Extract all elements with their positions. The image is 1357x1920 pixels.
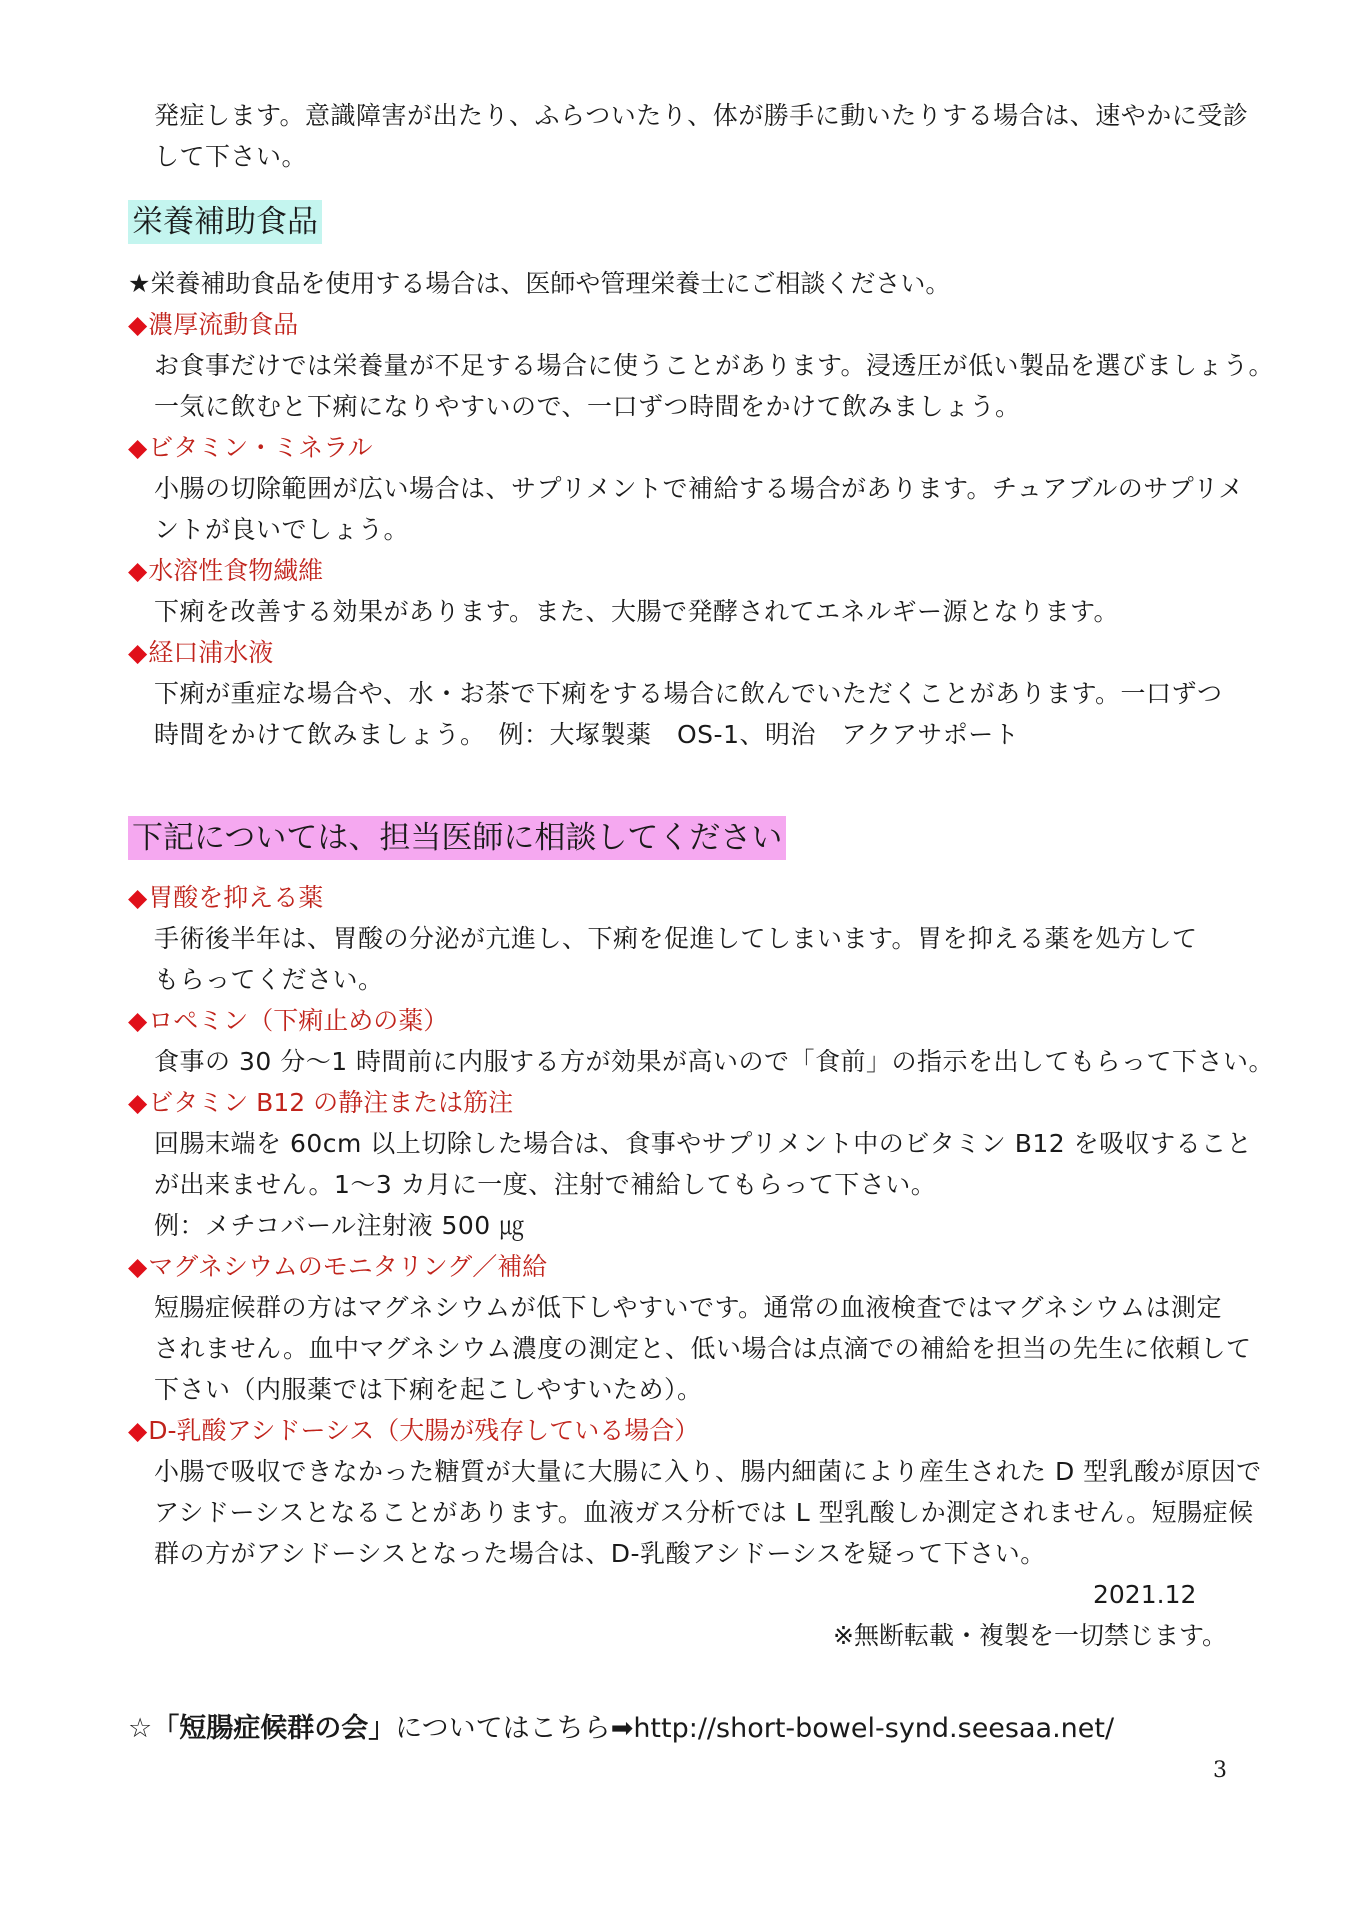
- subheading-label: ビタミン B12 の静注または筋注: [148, 1088, 514, 1117]
- subheading-item: [128, 635, 273, 671]
- body-line: 下さい（内服薬では下痢を起こしやすいため）。: [154, 1375, 703, 1404]
- footer-text: についてはこちら: [395, 1713, 611, 1744]
- diamond-bullet-icon: ◆: [128, 883, 148, 912]
- subheading-label: 経口浦水液: [148, 638, 274, 667]
- subheading-item: [128, 880, 323, 916]
- subheading-item: [128, 1003, 448, 1039]
- body-line: 下痢を改善する効果があります。また、大腸で発酵されてエネルギー源となります。: [154, 597, 1120, 626]
- body-line: 時間をかけて飲みましょう。 例：大塚製薬 OS-1、明治 アクアサポート: [154, 720, 1020, 749]
- association-url-link[interactable]: http://short-bowel-synd.seesaa.net/: [633, 1713, 1115, 1744]
- body-line: が出来ません。1～3 カ月に一度、注射で補給してもらって下さい。: [154, 1170, 937, 1199]
- body-line: お食事だけでは栄養量が不足する場合に使うことがあります。浸透圧が低い製品を選びましょう。: [154, 351, 1275, 380]
- intro-line: して下さい。: [154, 142, 308, 171]
- subheading-label: 胃酸を抑える薬: [148, 883, 324, 912]
- subheading-item: [128, 553, 323, 589]
- association-name: 「短腸症候群の会」: [152, 1713, 396, 1744]
- arrow-right-icon: ➡: [610, 1713, 634, 1744]
- diamond-bullet-icon: ◆: [128, 638, 148, 667]
- subheading-label: マグネシウムのモニタリング／補給: [148, 1252, 548, 1281]
- body-line: 一気に飲むと下痢になりやすいので、一口ずつ時間をかけて飲みましょう。: [154, 392, 1021, 421]
- diamond-bullet-icon: ◆: [128, 310, 148, 339]
- subheading-item: [128, 430, 373, 466]
- body-line: 小腸で吸収できなかった糖質が大量に大腸に入り、腸内細菌により産生された D 型乳酸が原因で: [154, 1457, 1262, 1486]
- diamond-bullet-icon: ◆: [128, 433, 148, 462]
- copyright-notice: ※無断転載・複製を一切禁じます。: [833, 1621, 1227, 1650]
- subheading-label: 水溶性食物繊維: [148, 556, 324, 585]
- subheading-label: ビタミン・ミネラル: [148, 433, 373, 462]
- body-line: 手術後半年は、胃酸の分泌が亢進し、下痢を促進してしまいます。胃を抑える薬を処方して: [154, 924, 1198, 953]
- subheading-item: [128, 1249, 547, 1285]
- body-line: もらってください。: [154, 965, 384, 994]
- diamond-bullet-icon: ◆: [128, 1006, 148, 1035]
- intro-line: 発症します。意識障害が出たり、ふらついたり、体が勝手に動いたりする場合は、速やかに受診: [154, 101, 1249, 130]
- body-line: アシドーシスとなることがあります。血液ガス分析では L 型乳酸しか測定されません。短腸症候: [154, 1498, 1254, 1527]
- body-line: 下痢が重症な場合や、水・お茶で下痢をする場合に飲んでいただくことがあります。一口ずつ: [154, 679, 1223, 708]
- body-line: 例：メチコバール注射液 500 ㎍: [154, 1211, 525, 1240]
- body-line: されません。血中マグネシウム濃度の測定と、低い場合は点滴での補給を担当の先生に依頼して: [154, 1334, 1252, 1363]
- document-date: 2021.12: [1093, 1580, 1197, 1609]
- subheading-item: [128, 1413, 699, 1449]
- footer-link-line: [128, 1709, 1114, 1749]
- body-line: 小腸の切除範囲が広い場合は、サプリメントで補給する場合があります。チュアブルのサプリメ: [154, 474, 1244, 503]
- section-heading-consult-doctor: 下記については、担当医師に相談してください: [128, 816, 786, 860]
- star-icon: ☆: [128, 1713, 153, 1744]
- supplements-note: ★栄養補助食品を使用する場合は、医師や管理栄養士にご相談ください。: [128, 269, 951, 298]
- body-line: 群の方がアシドーシスとなった場合は、D-乳酸アシドーシスを疑って下さい。: [154, 1539, 1046, 1568]
- body-line: 短腸症候群の方はマグネシウムが低下しやすいです。通常の血液検査ではマグネシウムは測定: [154, 1293, 1223, 1322]
- diamond-bullet-icon: ◆: [128, 1416, 148, 1445]
- diamond-bullet-icon: ◆: [128, 556, 148, 585]
- page-number: 3: [1213, 1758, 1227, 1783]
- subheading-item: [128, 1085, 513, 1121]
- subheading-label: D-乳酸アシドーシス（大腸が残存している場合）: [148, 1416, 700, 1445]
- subheading-item: [128, 307, 298, 343]
- subheading-label: 濃厚流動食品: [148, 310, 299, 339]
- diamond-bullet-icon: ◆: [128, 1088, 148, 1117]
- body-line: 回腸末端を 60cm 以上切除した場合は、食事やサプリメント中のビタミン B12 を吸収すること: [154, 1129, 1253, 1158]
- body-line: 食事の 30 分～1 時間前に内服する方が効果が高いので「食前」の指示を出してもらって下さい。: [154, 1047, 1275, 1076]
- diamond-bullet-icon: ◆: [128, 1252, 148, 1281]
- section-heading-supplements: 栄養補助食品: [128, 200, 322, 244]
- body-line: ントが良いでしょう。: [154, 515, 410, 544]
- subheading-label: ロペミン（下痢止めの薬）: [148, 1006, 449, 1035]
